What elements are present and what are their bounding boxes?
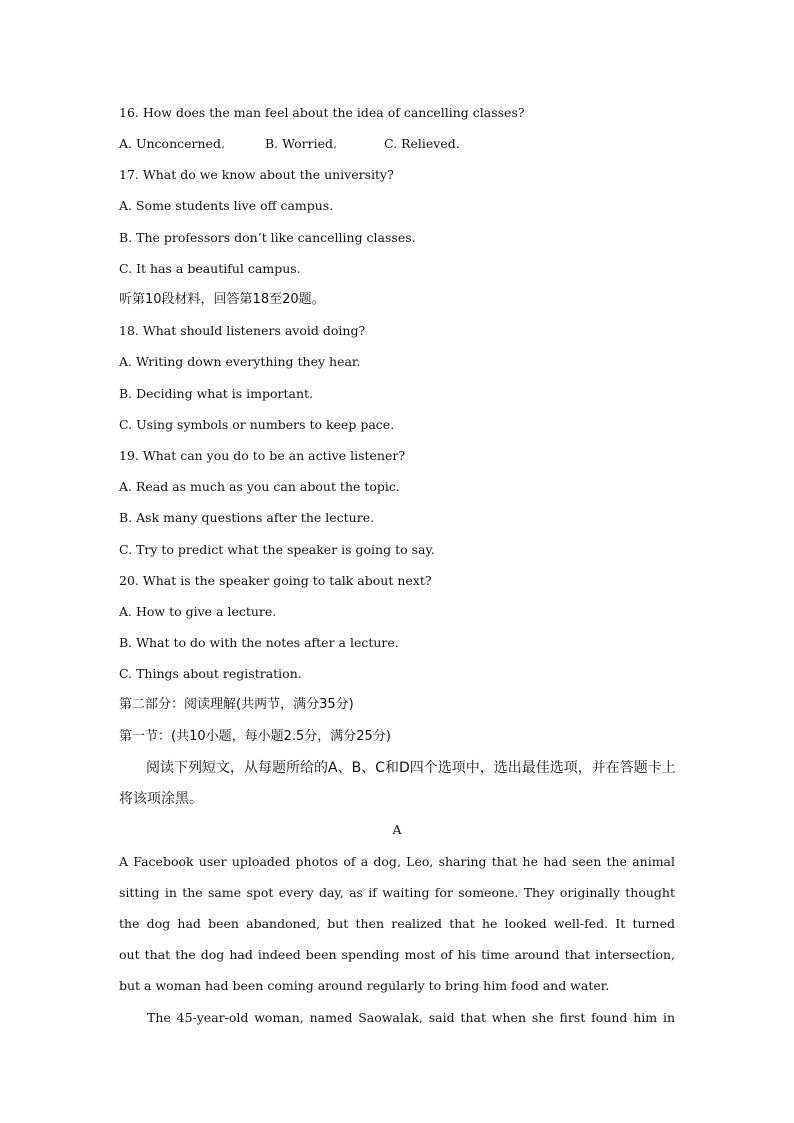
option-c: C. Using symbols or numbers to keep pace. [119,417,395,432]
question-16: 16. How does the man feel about the idea of cancelling classes? [119,105,525,120]
question-18: 18. What should listeners avoid doing? [119,323,366,338]
option-b: B. What to do with the notes after a lecture. [119,635,399,650]
section-10-instruction: 听第10段材料，回答第18至20题。 [119,292,325,307]
option-b: B. Deciding what is important. [119,386,314,401]
option-c: C. Things about registration. [119,666,302,681]
option-a: A. Some students live off campus. [119,198,334,213]
option-c: C. Try to predict what the speaker is going to say. [119,542,435,557]
option-c: C. Relieved. [384,136,460,151]
option-c: C. It has a beautiful campus. [119,261,301,276]
option-b: B. Worried. [265,136,337,151]
passage-line: A Facebook user uploaded photos of a dog, Leo, sharing that he had seen the animal [119,854,675,869]
option-a: A. Unconcerned. [119,136,225,151]
passage-line: sitting in the same spot every day, as if waiting for someone. They originally thought [119,885,675,901]
section-1-heading: 第一节：(共10小题，每小题2.5分，满分25分) [119,729,391,744]
option-a: A. Writing down everything they hear. [119,354,361,369]
option-a: A. Read as much as you can about the topic. [119,479,400,494]
reading-instruction-line-2: 将该项涂黑。 [119,791,203,807]
option-b: B. The professors don’t like cancelling classes. [119,230,416,245]
option-a: A. How to give a lecture. [119,604,277,619]
option-b: B. Ask many questions after the lecture. [119,510,375,525]
passage-line: out that the dog had indeed been spending most of his time around that intersection, [119,947,675,963]
passage-line: the dog had been abandoned, but then realized that he looked well-fed. It turned [119,916,675,932]
passage-label: A [392,822,402,837]
passage-line: The 45-year-old woman, named Saowalak, said that when she first found him in [147,1010,675,1025]
question-19: 19. What can you do to be an active listener? [119,448,406,463]
passage-paragraph-1 [119,846,675,1001]
passage-paragraph-2 [147,1002,675,1033]
question-20: 20. What is the speaker going to talk about next? [119,573,432,588]
part-2-heading: 第二部分：阅读理解(共两节，满分35分) [119,697,354,712]
question-16-options [119,135,460,153]
reading-instruction-line-1: 阅读下列短文，从每题所给的A、B、C和D四个选项中，选出最佳选项，并在答题卡上 [146,760,676,776]
question-17: 17. What do we know about the university? [119,167,394,182]
passage-line: but a woman had been coming around regularly to bring him food and water. [119,978,610,994]
